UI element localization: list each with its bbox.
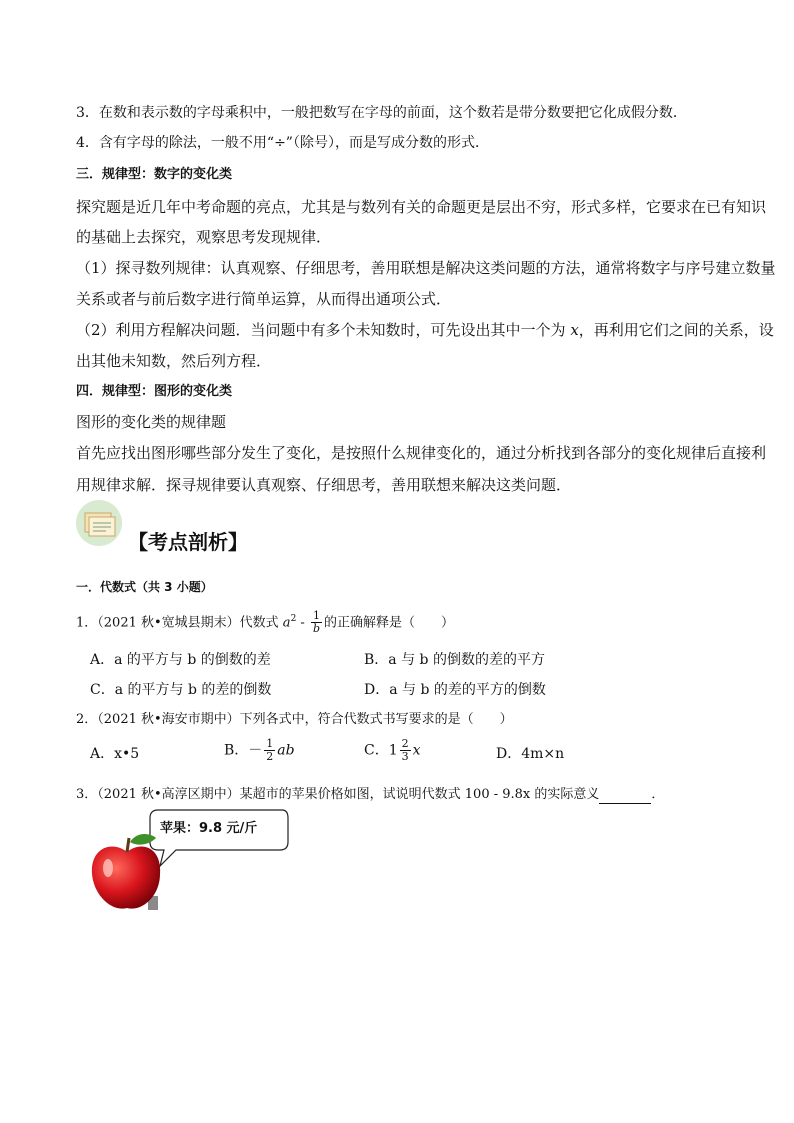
answer-blank[interactable] [599, 789, 651, 804]
item-2-text-b: ，再利用它们之间的关系，设 [578, 321, 774, 339]
q2-option-b[interactable] [224, 738, 295, 763]
section-3-para-line-2: 的基础上去探究，观察思考发现规律． [76, 228, 332, 246]
q1-option-b[interactable]: B．a 与 b 的倒数的差的平方 [364, 652, 545, 668]
q2-option-b-var: ab [277, 742, 295, 759]
section-4-heading: 四．规律型：图形的变化类 [76, 384, 233, 399]
rule-4: 4．含有字母的除法，一般不用“÷”（除号），而是写成分数的形式． [76, 135, 489, 151]
price-bubble-text: 苹果：9.8 元/斤 [160, 821, 258, 836]
q1-option-a[interactable]: A．a 的平方与 b 的倒数的差 [90, 652, 271, 668]
section-3-para-line-1: 探究题是近几年中考命题的亮点，尤其是与数列有关的命题更是层出不穷，形式多样，它要求在已有知识 [76, 198, 767, 216]
q1-expr-sup: 2 [290, 614, 297, 624]
kaodian-title: 【考点剖析】 [128, 530, 248, 554]
q1-fraction [311, 610, 322, 635]
item-2-variable: x [570, 321, 579, 339]
section-3-item-2-line-2: 出其他未知数，然后列方程． [76, 352, 272, 370]
q1-frac-den: b [312, 622, 321, 636]
q1-expr-minus: - [296, 615, 309, 631]
section-4-subheading: 图形的变化类的规律题 [76, 413, 227, 431]
section-3-item-1-line-1: （1）探寻数列规律：认真观察、仔细思考，善用联想是解决这类问题的方法，通常将数字与序号建立数量 [76, 259, 776, 277]
q3-stem [76, 786, 664, 804]
q2-option-c-num: 2 [401, 737, 409, 750]
q2-option-b-den: 2 [266, 750, 274, 763]
q2-option-c-int: 1 [388, 742, 398, 759]
q2-option-b-label: B． [224, 742, 249, 759]
q2-option-d[interactable]: D．4m×n [496, 746, 565, 762]
q2-option-c[interactable] [364, 738, 421, 763]
apple-price-figure [90, 808, 290, 914]
section-3-item-2-line-1 [76, 321, 774, 339]
q2-option-a[interactable]: A．x•5 [90, 746, 140, 762]
q1-frac-num: 1 [311, 610, 322, 623]
q3-stem-text: 3．（2021 秋•高淳区期中）某超市的苹果价格如图，试说明代数式 100 - 9.8x 的实际意义 [76, 787, 600, 802]
item-2-text-a: （2）利用方程解决问题．当问题中有多个未知数时，可先设出其中一个为 [76, 321, 571, 339]
section-4-para-line-2: 用规律求解．探寻规律要认真观察、仔细思考，善用联想来解决这类问题． [76, 476, 572, 494]
q1-stem [76, 610, 454, 635]
q1-prefix: 1．（2021 秋•宽城县期末）代数式 [76, 615, 283, 631]
q3-stem-end: ． [651, 787, 665, 802]
q2-option-c-fraction [400, 738, 411, 763]
rule-3: 3．在数和表示数的字母乘积中，一般把数写在字母的前面，这个数若是带分数要把它化成假分数． [76, 105, 687, 121]
q2-option-b-sign: － [248, 742, 263, 759]
q1-expr-a: a [282, 615, 291, 631]
q2-option-b-fraction [264, 738, 275, 763]
section-4-para-line-1: 首先应找出图形哪些部分发生了变化，是按照什么规律变化的，通过分析找到各部分的变化规律后直接利 [76, 444, 767, 462]
section-3-heading: 三．规律型：数字的变化类 [76, 167, 233, 182]
section-3-item-1-line-2: 关系或者与前后数字进行简单运算，从而得出通项公式． [76, 290, 452, 308]
q2-option-b-num: 1 [266, 737, 274, 750]
part-1-heading: 一．代数式（共 3 小题） [76, 580, 213, 594]
q2-stem: 2．（2021 秋•海安市期中）下列各式中，符合代数式书写要求的是（ ） [76, 712, 513, 727]
q2-option-c-label: C． [364, 742, 389, 759]
q1-suffix: 的正确解释是（ ） [324, 615, 455, 631]
q2-option-c-den: 3 [401, 750, 409, 763]
q1-option-c[interactable]: C．a 的平方与 b 的差的倒数 [90, 682, 272, 698]
q1-option-d[interactable]: D．a 与 b 的差的平方的倒数 [364, 682, 546, 698]
q2-option-c-var: x [412, 742, 421, 759]
notes-icon [76, 500, 122, 546]
